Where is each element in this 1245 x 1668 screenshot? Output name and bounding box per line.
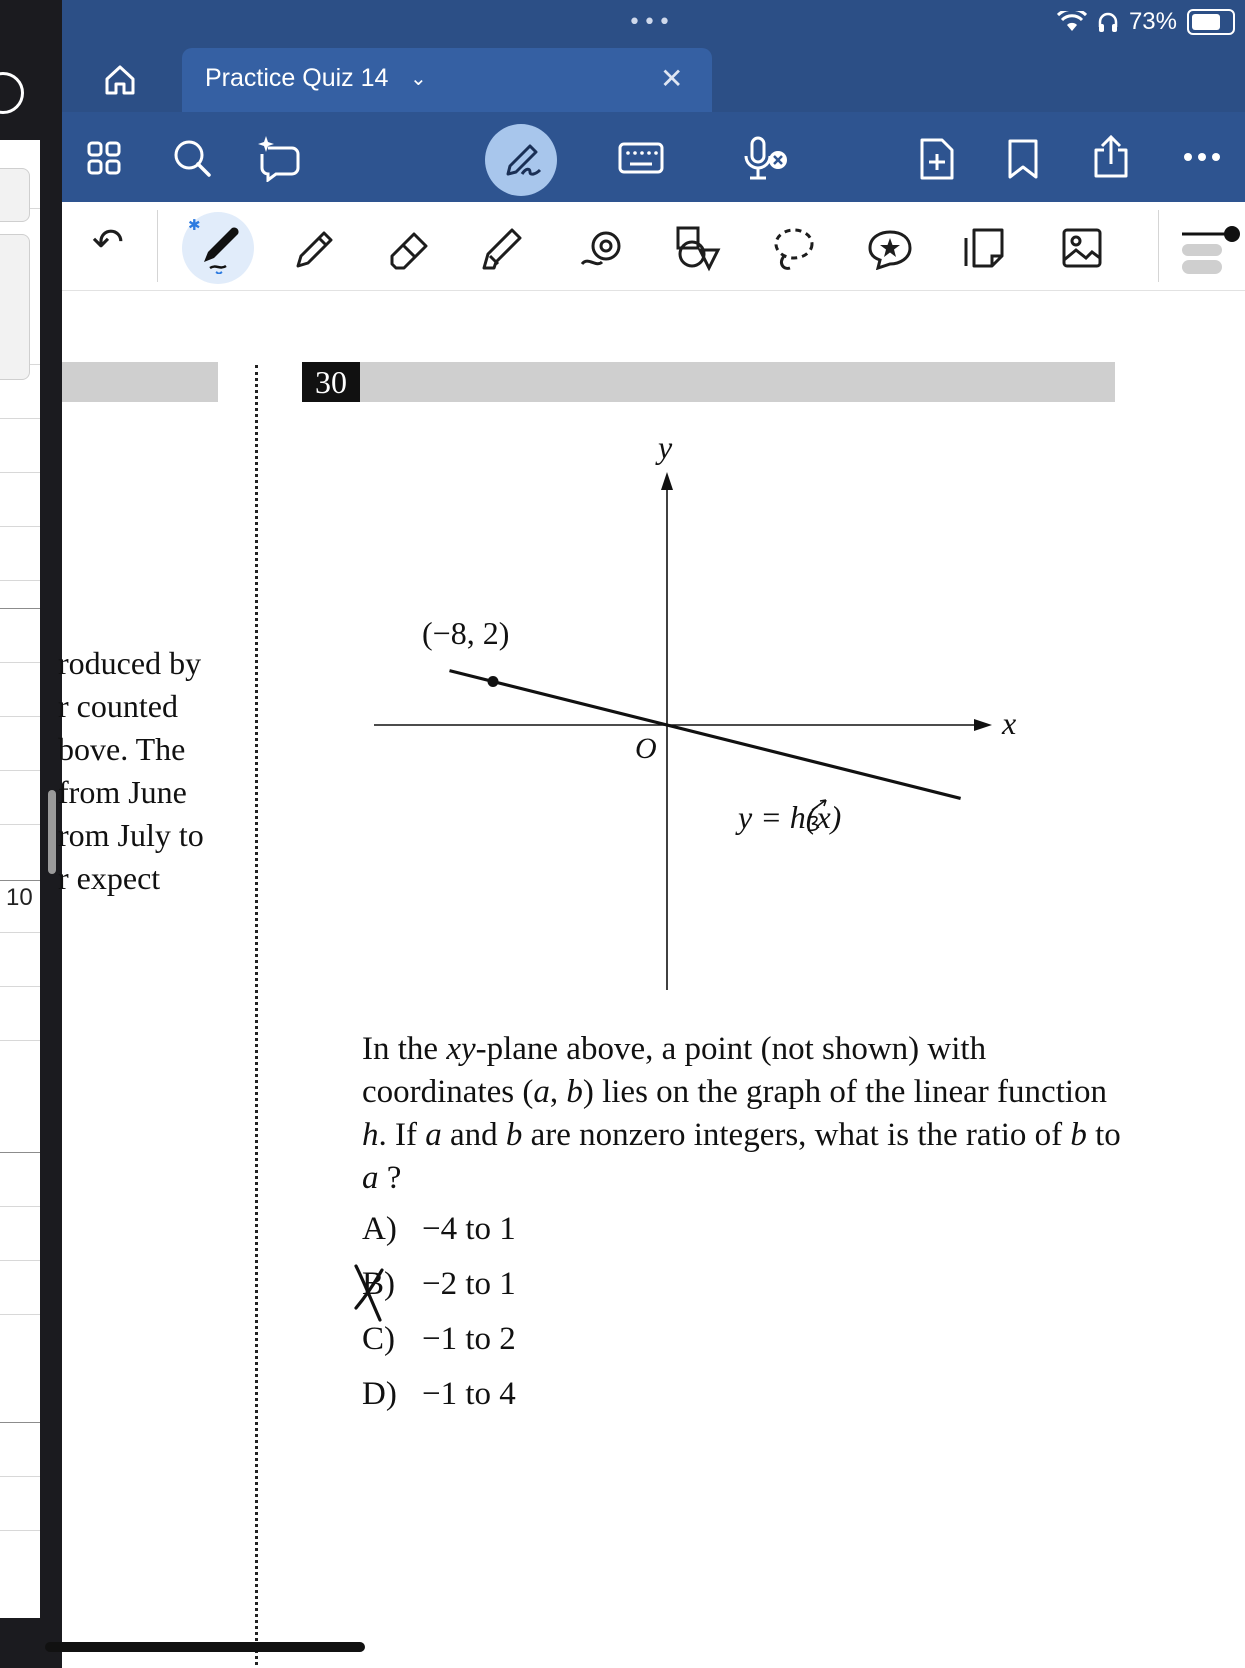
choice-d[interactable]: [362, 1376, 516, 1413]
home-indicator[interactable]: [45, 1642, 365, 1652]
home-icon[interactable]: [102, 62, 138, 98]
q-var: b: [566, 1074, 583, 1110]
pencil-tool[interactable]: [292, 226, 338, 272]
choice-text: −1 to 4: [422, 1376, 516, 1412]
q-var: h: [362, 1117, 379, 1153]
add-page-icon[interactable]: [918, 136, 956, 182]
origin-label: O: [635, 732, 657, 765]
left-text-line: from June: [58, 774, 187, 810]
choice-text: −1 to 2: [422, 1321, 516, 1357]
tool-divider: [1158, 210, 1159, 282]
pen-mode-icon: [500, 138, 544, 182]
left-text-line: rom July to: [58, 817, 204, 853]
battery-level-fill: [1192, 14, 1220, 30]
q-text: and: [441, 1117, 506, 1153]
wifi-icon: [1057, 11, 1087, 33]
q-text: -plane above, a point (not shown) with coordinates (: [362, 1031, 987, 1110]
function-h-line: [450, 671, 961, 799]
question-number: 30: [302, 362, 360, 402]
choice-text: −2 to 1: [422, 1266, 516, 1302]
lasso-shape-tool[interactable]: [578, 226, 626, 272]
q-text: . If: [378, 1117, 426, 1153]
q-var: a: [362, 1160, 379, 1196]
choice-a[interactable]: [362, 1211, 516, 1248]
headphones-icon: [1097, 11, 1119, 33]
choice-c[interactable]: [362, 1321, 516, 1358]
point-neg8-2: [488, 676, 499, 687]
keyboard-icon[interactable]: [618, 140, 664, 176]
left-text-line: r expect: [58, 860, 161, 896]
q-text: are nonzero integers, what is the ratio of: [522, 1117, 1071, 1153]
sparkle-select-icon[interactable]: [256, 134, 304, 182]
q-var: a: [425, 1117, 442, 1153]
q-text: ?: [378, 1160, 402, 1196]
share-icon[interactable]: [1090, 134, 1132, 180]
q-var: a: [533, 1074, 550, 1110]
mic-icon[interactable]: [742, 136, 790, 182]
sidebar-tool-strip[interactable]: [0, 234, 30, 380]
q-var: b: [1070, 1117, 1087, 1153]
multitask-dots[interactable]: •••: [628, 10, 673, 35]
bookmark-icon[interactable]: [1006, 138, 1040, 180]
left-text-line: bove. The: [58, 731, 186, 767]
more-icon[interactable]: [1182, 150, 1222, 164]
stroke-width-selector[interactable]: [1180, 222, 1240, 274]
q-var: b: [505, 1117, 523, 1153]
status-bar: [1057, 8, 1235, 36]
left-text-line: r counted: [58, 688, 178, 724]
choice-letter: A): [362, 1211, 397, 1247]
chevron-down-icon[interactable]: ⌄: [410, 66, 427, 90]
y-axis-arrow: [661, 472, 673, 490]
y-axis-label: y: [658, 429, 673, 465]
choice-letter: C): [362, 1321, 395, 1357]
highlighter-tool[interactable]: [480, 226, 526, 272]
undo-icon[interactable]: ↶: [92, 220, 124, 264]
search-icon[interactable]: [172, 138, 212, 178]
marker-pen-tool[interactable]: [196, 222, 244, 274]
sidebar-back-button[interactable]: [0, 168, 30, 222]
q-text: In the: [362, 1031, 447, 1067]
left-text-line: roduced by: [58, 645, 202, 681]
function-label: y = h(x): [738, 799, 842, 835]
sticky-note-tool[interactable]: [962, 226, 1006, 270]
q-text: ) lies on the graph of the linear function: [582, 1074, 1108, 1110]
battery-icon: [1187, 9, 1235, 35]
question-text: [362, 1028, 1122, 1200]
page-number: 10: [6, 884, 33, 911]
battery-percent: 73%: [1128, 8, 1177, 35]
question-header-bar: [360, 362, 1115, 402]
x-axis-arrow: [974, 719, 992, 731]
point-label: (−8, 2): [422, 615, 510, 651]
lasso-tool[interactable]: [770, 224, 816, 274]
sticker-tool[interactable]: [864, 226, 914, 270]
grid-icon[interactable]: [86, 140, 122, 176]
choice-letter: D): [362, 1376, 397, 1412]
q-var: xy: [446, 1031, 476, 1067]
choice-text: −4 to 1: [422, 1211, 516, 1247]
column-divider: [255, 365, 258, 1665]
tool-divider: [157, 210, 158, 282]
prev-question-bar: [62, 362, 218, 402]
eraser-tool[interactable]: [386, 226, 432, 272]
handwritten-x-mark: [350, 1262, 392, 1324]
shapes-tool[interactable]: [674, 224, 722, 272]
tab-title[interactable]: Practice Quiz 14: [205, 64, 389, 92]
x-axis-label: x: [1002, 705, 1017, 741]
q-text: to: [1086, 1117, 1121, 1153]
q-text: ,: [549, 1074, 567, 1110]
bluetooth-icon: ✱: [188, 216, 201, 234]
close-icon[interactable]: ✕: [660, 62, 684, 95]
coordinate-graph: [360, 420, 1060, 1000]
image-tool[interactable]: [1060, 226, 1104, 270]
scrollbar-thumb[interactable]: [48, 790, 56, 874]
choice-letter: B): [362, 1266, 395, 1302]
